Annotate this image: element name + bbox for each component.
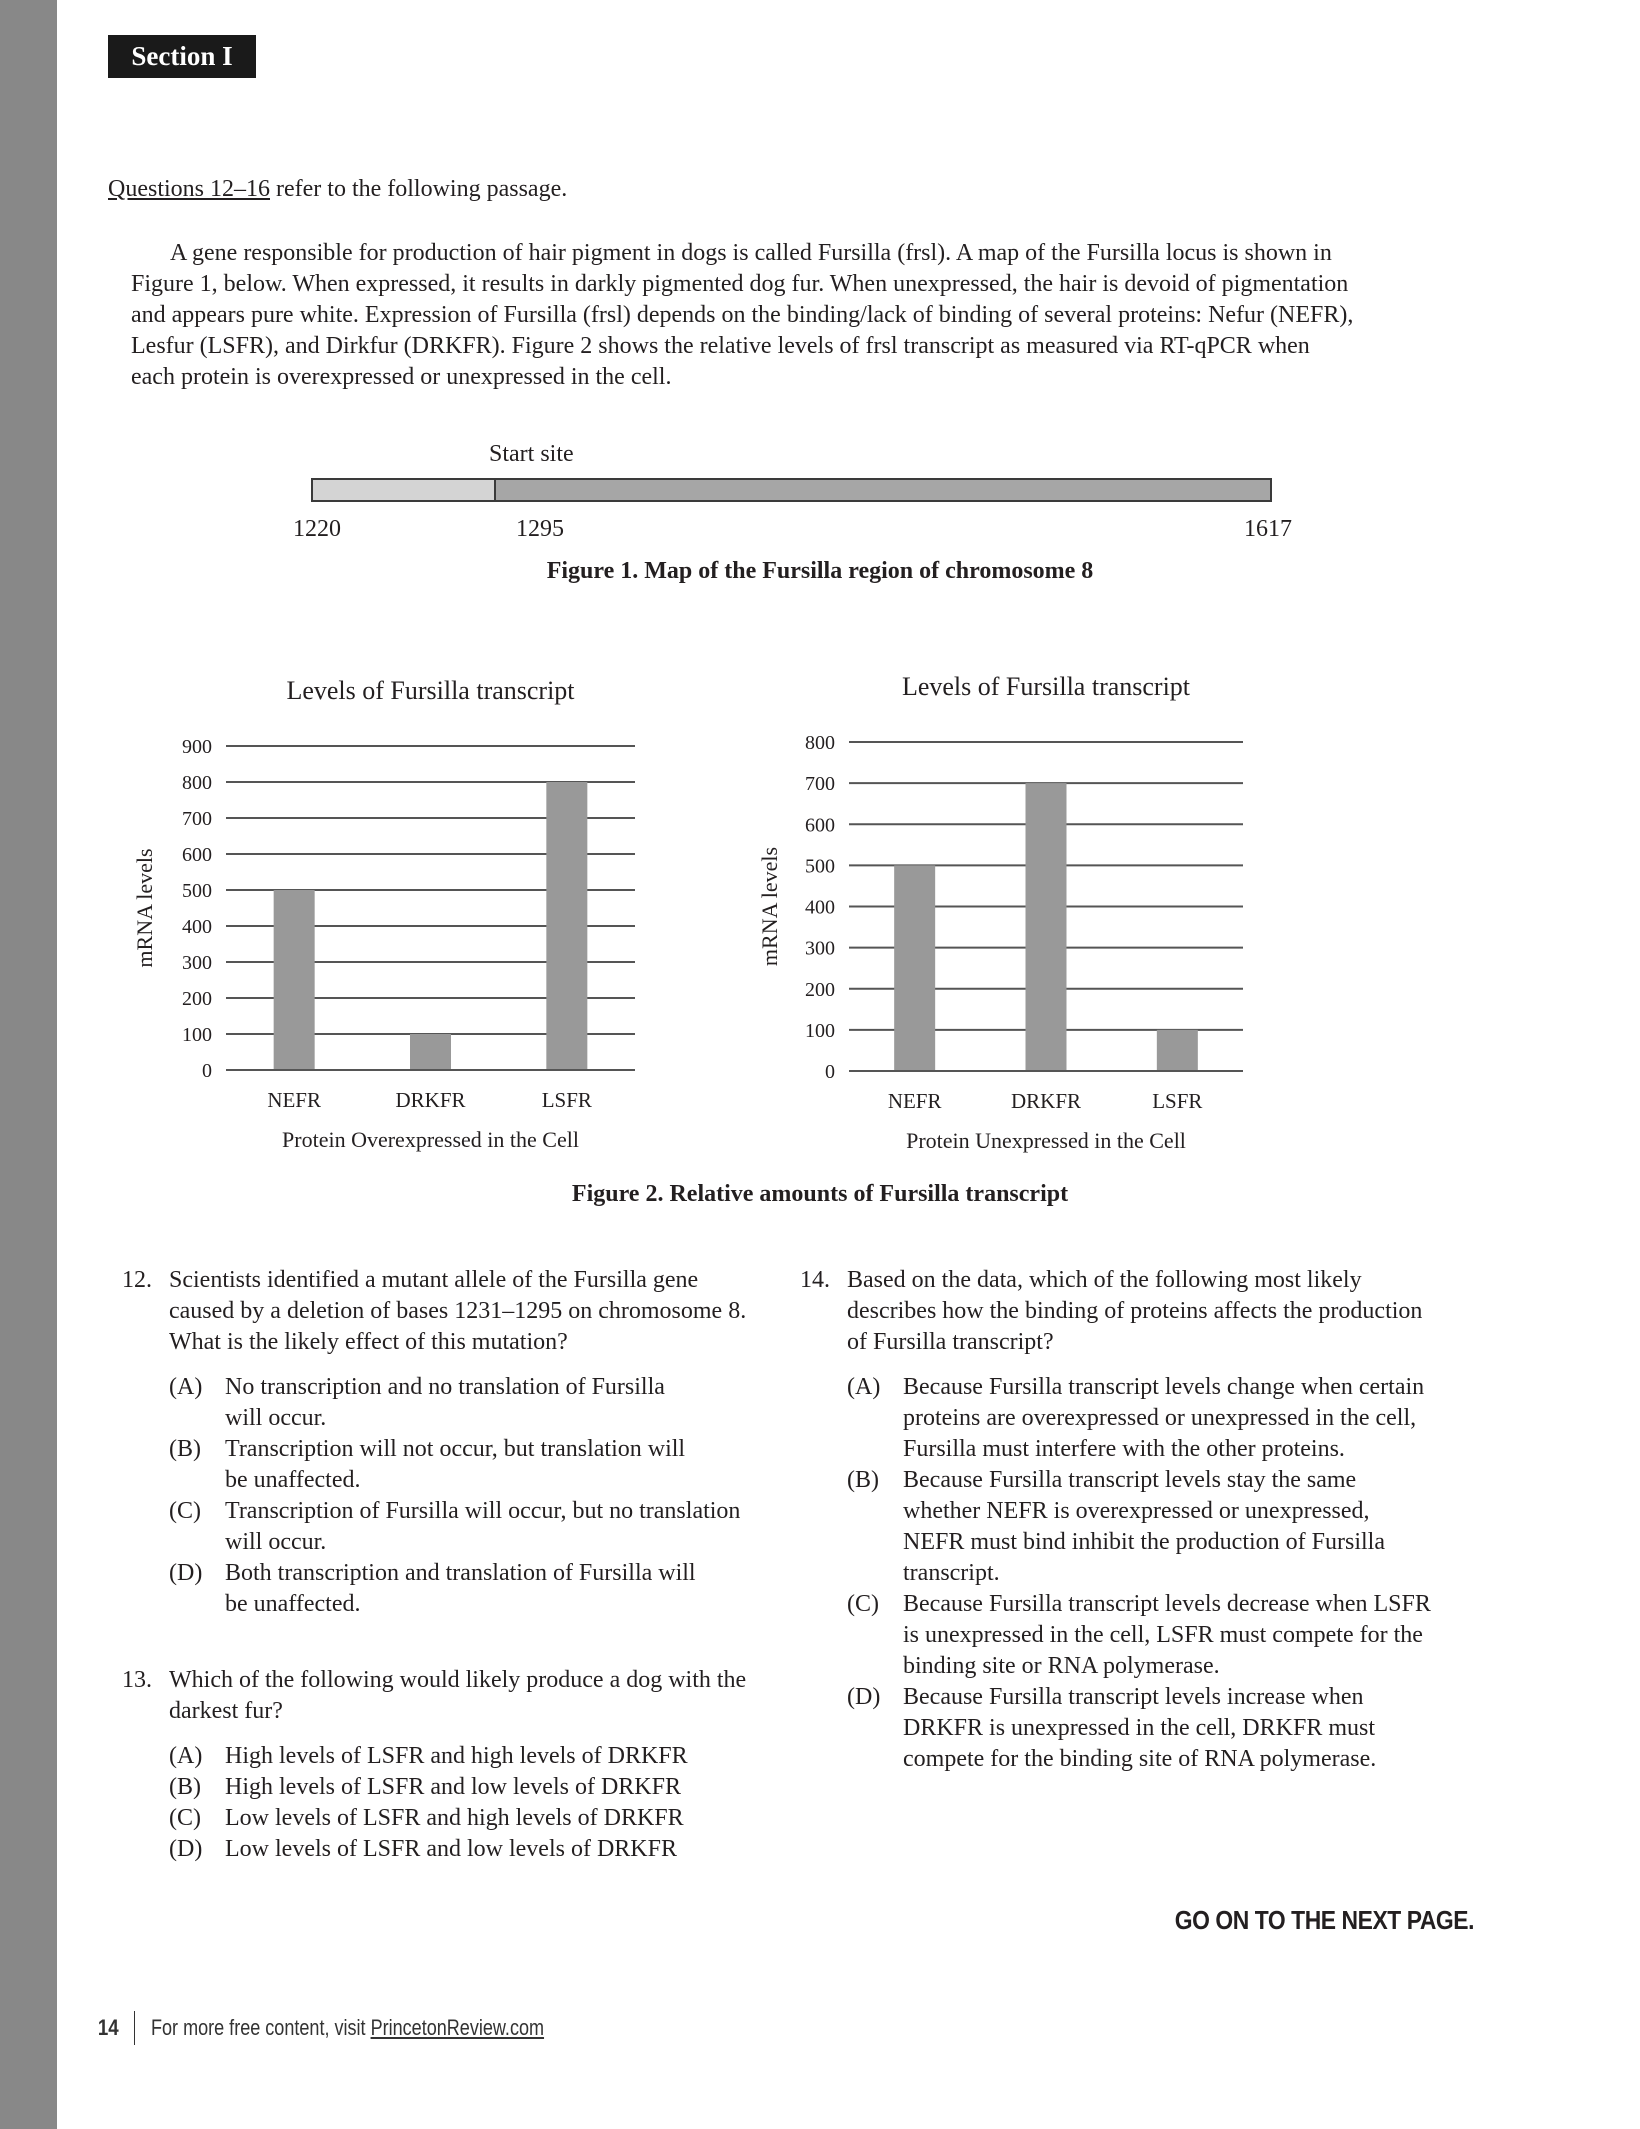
bar-drkfr bbox=[410, 1034, 451, 1070]
answer-choice-d[interactable] bbox=[169, 1834, 822, 1865]
choice-letter: (B) bbox=[847, 1467, 879, 1493]
go-on-to-next-page: GO ON TO THE NEXT PAGE. bbox=[1174, 1905, 1474, 1935]
choice-text: Because Fursilla transcript levels stay the same bbox=[903, 1467, 1357, 1493]
stem-line: What is the likely effect of this mutation? bbox=[169, 1329, 568, 1355]
page-number: 14 bbox=[97, 2015, 119, 2040]
answer-choice-a[interactable] bbox=[847, 1372, 1500, 1465]
choice-text: will occur. bbox=[225, 1529, 327, 1555]
y-tick-label: 200 bbox=[182, 988, 212, 1010]
choice-text: DRKFR is unexpressed in the cell, DRKFR must bbox=[903, 1715, 1375, 1741]
position-label-start-site: 1295 bbox=[516, 516, 564, 542]
answer-choice-a[interactable] bbox=[169, 1741, 822, 1772]
y-tick-label: 200 bbox=[805, 978, 835, 1001]
choice-text: binding site or RNA polymerase. bbox=[903, 1653, 1220, 1679]
stem-line: of Fursilla transcript? bbox=[847, 1329, 1054, 1355]
bar-nefr bbox=[274, 890, 315, 1070]
questions-reference: Questions 12–16 bbox=[108, 176, 270, 202]
choice-letter: (A) bbox=[169, 1374, 203, 1400]
position-label-start: 1220 bbox=[293, 516, 341, 542]
stem-line: darkest fur? bbox=[169, 1698, 283, 1724]
figure-2-caption: Figure 2. Relative amounts of Fursilla transcript bbox=[571, 1181, 1069, 1207]
answer-choice-c[interactable] bbox=[169, 1496, 802, 1558]
stem-line: Scientists identified a mutant allele of the Fursilla gene bbox=[169, 1267, 699, 1293]
y-tick-label: 800 bbox=[805, 732, 835, 754]
question-stem bbox=[847, 1265, 1500, 1358]
intro-text: refer to the following passage. bbox=[270, 176, 568, 202]
x-axis-label: Protein Overexpressed in the Cell bbox=[282, 1127, 579, 1152]
choice-text: Transcription will not occur, but translation will bbox=[225, 1436, 686, 1462]
y-tick-label: 900 bbox=[182, 736, 212, 758]
stem-line: Based on the data, which of the following most likely bbox=[847, 1267, 1362, 1293]
choice-text: High levels of LSFR and high levels of DRKFR bbox=[225, 1743, 688, 1769]
x-category-label: LSFR bbox=[1152, 1089, 1203, 1113]
y-tick-label: 500 bbox=[182, 880, 212, 902]
bar-nefr bbox=[894, 865, 935, 1071]
answer-choices bbox=[169, 1741, 822, 1865]
y-tick-label: 100 bbox=[805, 1019, 835, 1042]
answer-choice-b[interactable] bbox=[169, 1772, 822, 1803]
choice-text: Because Fursilla transcript levels increase when bbox=[903, 1684, 1364, 1710]
choice-text: Transcription of Fursilla will occur, but no translation bbox=[225, 1498, 741, 1524]
y-tick-label: 700 bbox=[182, 808, 212, 830]
question-14 bbox=[800, 1265, 1500, 1775]
choice-text: Low levels of LSFR and high levels of DRKFR bbox=[225, 1805, 684, 1831]
y-tick-label: 700 bbox=[805, 773, 835, 796]
stem-line: caused by a deletion of bases 1231–1295 on chromosome 8. bbox=[169, 1298, 747, 1324]
position-label-end: 1617 bbox=[1244, 516, 1292, 542]
answer-choice-d[interactable] bbox=[169, 1558, 802, 1620]
bar-lsfr bbox=[546, 782, 587, 1070]
y-tick-label: 0 bbox=[825, 1061, 835, 1083]
choice-text: is unexpressed in the cell, LSFR must compete for the bbox=[903, 1622, 1423, 1648]
footer-text bbox=[151, 2015, 544, 2041]
choice-text: be unaffected. bbox=[225, 1591, 361, 1617]
choice-letter: (C) bbox=[169, 1498, 201, 1524]
y-tick-label: 300 bbox=[182, 952, 212, 974]
y-tick-label: 0 bbox=[202, 1060, 212, 1082]
footer-prefix: For more free content, visit bbox=[151, 2015, 372, 2040]
x-category-label: LSFR bbox=[541, 1088, 592, 1112]
answer-choices bbox=[169, 1372, 802, 1620]
choice-letter: (D) bbox=[169, 1560, 203, 1586]
question-stem bbox=[169, 1665, 822, 1727]
answer-choices bbox=[847, 1372, 1500, 1775]
x-category-label: DRKFR bbox=[395, 1088, 466, 1112]
choice-text: Both transcription and translation of Fursilla will bbox=[225, 1560, 696, 1586]
question-number: 14. bbox=[800, 1267, 830, 1293]
choice-letter: (D) bbox=[169, 1836, 203, 1862]
question-13 bbox=[122, 1665, 822, 1865]
footer-divider bbox=[134, 2011, 135, 2045]
question-number: 13. bbox=[122, 1667, 152, 1693]
question-12 bbox=[122, 1265, 802, 1620]
question-stem bbox=[169, 1265, 802, 1358]
bar-lsfr bbox=[1157, 1030, 1198, 1071]
choice-letter: (C) bbox=[169, 1805, 201, 1831]
question-number: 12. bbox=[122, 1267, 152, 1293]
x-category-label: DRKFR bbox=[1010, 1089, 1082, 1113]
choice-text: be unaffected. bbox=[225, 1467, 361, 1493]
bar-drkfr bbox=[1026, 783, 1067, 1071]
x-axis-label: Protein Unexpressed in the Cell bbox=[906, 1128, 1186, 1153]
chart-title: Levels of Fursilla transcript bbox=[286, 676, 575, 705]
answer-choice-c[interactable] bbox=[169, 1803, 822, 1834]
x-category-label: NEFR bbox=[267, 1088, 322, 1112]
y-tick-label: 100 bbox=[182, 1024, 212, 1046]
answer-choice-b[interactable] bbox=[847, 1465, 1500, 1589]
y-tick-label: 500 bbox=[805, 855, 835, 878]
passage-line: Figure 1, below. When expressed, it results in darkly pigmented dog fur. When unexpressed, the hair is devoid of pigmentation bbox=[131, 271, 1349, 297]
section-badge: Section I bbox=[108, 35, 256, 78]
choice-text: transcript. bbox=[903, 1560, 1000, 1586]
choice-text: Low levels of LSFR and low levels of DRKFR bbox=[225, 1836, 677, 1862]
y-tick-label: 400 bbox=[805, 896, 835, 919]
y-tick-label: 800 bbox=[182, 772, 212, 794]
choice-letter: (B) bbox=[169, 1436, 201, 1462]
answer-choice-c[interactable] bbox=[847, 1589, 1500, 1682]
page-footer bbox=[96, 2011, 631, 2045]
passage-line: and appears pure white. Expression of Fursilla (frsl) depends on the binding/lack of binding of several proteins: Nefur (NEFR), bbox=[131, 302, 1354, 328]
choice-text: compete for the binding site of RNA polymerase. bbox=[903, 1746, 1377, 1772]
x-category-label: NEFR bbox=[887, 1089, 942, 1113]
answer-choice-d[interactable] bbox=[847, 1682, 1500, 1775]
choice-text: will occur. bbox=[225, 1405, 327, 1431]
y-tick-label: 600 bbox=[182, 844, 212, 866]
y-axis-label: mRNA levels bbox=[132, 848, 157, 968]
answer-choice-a[interactable] bbox=[169, 1372, 802, 1434]
passage-line: each protein is overexpressed or unexpressed in the cell. bbox=[131, 364, 672, 390]
y-tick-label: 300 bbox=[805, 937, 835, 960]
choice-letter: (B) bbox=[169, 1774, 201, 1800]
answer-choice-b[interactable] bbox=[169, 1434, 802, 1496]
y-tick-label: 400 bbox=[182, 916, 212, 938]
choice-text: Because Fursilla transcript levels decrease when LSFR bbox=[903, 1591, 1431, 1617]
start-site-label: Start site bbox=[489, 441, 574, 467]
princeton-review-link[interactable]: PrincetonReview.com bbox=[371, 2015, 545, 2040]
choice-text: whether NEFR is overexpressed or unexpressed, bbox=[903, 1498, 1370, 1524]
figure-1-caption: Figure 1. Map of the Fursilla region of chromosome 8 bbox=[546, 558, 1094, 584]
chart-title: Levels of Fursilla transcript bbox=[901, 672, 1191, 701]
choice-text: Because Fursilla transcript levels change when certain bbox=[903, 1374, 1425, 1400]
stem-line: describes how the binding of proteins affects the production bbox=[847, 1298, 1423, 1324]
y-tick-label: 600 bbox=[805, 814, 835, 837]
choice-letter: (A) bbox=[847, 1374, 881, 1400]
choice-text: High levels of LSFR and low levels of DRKFR bbox=[225, 1774, 681, 1800]
stem-line: Which of the following would likely produce a dog with the bbox=[169, 1667, 747, 1693]
choice-letter: (C) bbox=[847, 1591, 879, 1617]
choice-letter: (A) bbox=[169, 1743, 203, 1769]
choice-text: No transcription and no translation of Fursilla bbox=[225, 1374, 665, 1400]
y-axis-label: mRNA levels bbox=[757, 846, 782, 967]
choice-letter: (D) bbox=[847, 1684, 881, 1710]
passage-line: A gene responsible for production of hair pigment in dogs is called Fursilla (frsl). A map of the Fursilla locus is shown in bbox=[170, 240, 1332, 266]
passage-line: Lesfur (LSFR), and Dirkfur (DRKFR). Figure 2 shows the relative levels of frsl transcript as measured via RT-qPCR when bbox=[131, 333, 1310, 359]
choice-text: proteins are overexpressed or unexpressed in the cell, bbox=[903, 1405, 1417, 1431]
choice-text: Fursilla must interfere with the other proteins. bbox=[903, 1436, 1345, 1462]
choice-text: NEFR must bind inhibit the production of Fursilla bbox=[903, 1529, 1385, 1555]
